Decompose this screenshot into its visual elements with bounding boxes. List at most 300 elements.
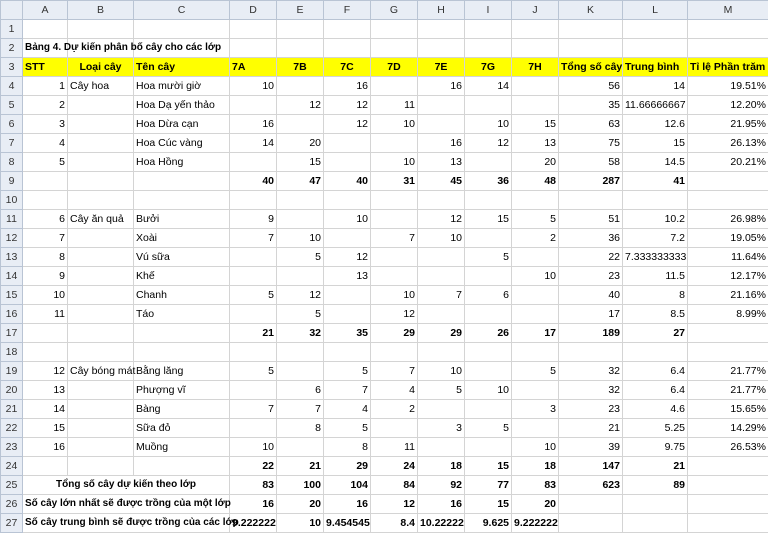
summary-label[interactable]: Số cây lớn nhất sẽ được trồng của một lớp [23, 495, 230, 514]
cell-b[interactable] [68, 248, 134, 267]
cell-e[interactable] [277, 362, 324, 381]
cell-k[interactable] [559, 343, 623, 362]
cell-b[interactable]: Cây bóng mát [68, 362, 134, 381]
header-class-7b[interactable]: 7B [277, 58, 324, 77]
cell-e[interactable]: 21 [277, 457, 324, 476]
cell-i[interactable]: 10 [465, 115, 512, 134]
summary-cell-e[interactable]: 10 [277, 514, 324, 533]
cell-i[interactable]: 36 [465, 172, 512, 191]
cell-j[interactable]: 10 [512, 267, 559, 286]
header-class-7g[interactable]: 7G [465, 58, 512, 77]
cell-g[interactable]: 7 [371, 362, 418, 381]
cell-f[interactable]: 40 [324, 172, 371, 191]
cell-c[interactable] [134, 191, 230, 210]
cell-j[interactable] [512, 77, 559, 96]
cell-d[interactable] [230, 305, 277, 324]
cell-e[interactable]: 5 [277, 305, 324, 324]
cell-g[interactable]: 29 [371, 324, 418, 343]
cell-j[interactable]: 10 [512, 438, 559, 457]
cell-k[interactable]: 39 [559, 438, 623, 457]
cell[interactable] [512, 39, 559, 58]
cell-f[interactable] [324, 153, 371, 172]
cell-h[interactable] [418, 400, 465, 419]
cell-k[interactable] [559, 191, 623, 210]
cell-f[interactable]: 12 [324, 115, 371, 134]
cell-a[interactable]: 8 [23, 248, 68, 267]
cell-f[interactable]: 29 [324, 457, 371, 476]
cell-i[interactable] [465, 191, 512, 210]
cell-c[interactable] [134, 457, 230, 476]
header-class-7c[interactable]: 7C [324, 58, 371, 77]
cell-l[interactable]: 4.6 [623, 400, 688, 419]
cell-j[interactable] [512, 286, 559, 305]
cell-i[interactable]: 6 [465, 286, 512, 305]
cell-i[interactable]: 14 [465, 77, 512, 96]
cell-j[interactable] [512, 305, 559, 324]
cell-k[interactable]: 36 [559, 229, 623, 248]
cell-g[interactable] [371, 210, 418, 229]
cell-m[interactable]: 26.98% [688, 210, 768, 229]
cell[interactable] [623, 20, 688, 39]
row-header[interactable]: 26 [1, 495, 23, 514]
summary-cell-l[interactable] [623, 514, 688, 533]
cell-i[interactable] [465, 343, 512, 362]
cell-l[interactable]: 10.2 [623, 210, 688, 229]
cell[interactable] [559, 39, 623, 58]
cell-i[interactable] [465, 229, 512, 248]
cell-k[interactable]: 189 [559, 324, 623, 343]
cell-i[interactable] [465, 267, 512, 286]
cell-c[interactable]: Vú sữa [134, 248, 230, 267]
cell-i[interactable] [465, 362, 512, 381]
cell-a[interactable]: 3 [23, 115, 68, 134]
cell-e[interactable]: 8 [277, 419, 324, 438]
cell-g[interactable] [371, 134, 418, 153]
row-header[interactable]: 11 [1, 210, 23, 229]
cell-c[interactable] [134, 324, 230, 343]
cell-e[interactable]: 12 [277, 96, 324, 115]
cell-d[interactable] [230, 191, 277, 210]
summary-cell-i[interactable]: 77 [465, 476, 512, 495]
cell-f[interactable]: 16 [324, 77, 371, 96]
cell-l[interactable]: 11.5 [623, 267, 688, 286]
cell-g[interactable]: 10 [371, 115, 418, 134]
cell-e[interactable]: 47 [277, 172, 324, 191]
cell-l[interactable]: 8 [623, 286, 688, 305]
summary-cell-f[interactable]: 104 [324, 476, 371, 495]
cell-h[interactable] [418, 343, 465, 362]
cell-c[interactable]: Bàng [134, 400, 230, 419]
cell-h[interactable] [418, 115, 465, 134]
row-header[interactable]: 19 [1, 362, 23, 381]
header-class-7d[interactable]: 7D [371, 58, 418, 77]
cell-d[interactable] [230, 343, 277, 362]
cell-g[interactable]: 4 [371, 381, 418, 400]
cell-l[interactable] [623, 191, 688, 210]
row-header[interactable]: 10 [1, 191, 23, 210]
cell-c[interactable]: Hoa mười giờ [134, 77, 230, 96]
cell[interactable] [465, 39, 512, 58]
cell-d[interactable]: 22 [230, 457, 277, 476]
summary-cell-k[interactable] [559, 514, 623, 533]
cell-h[interactable]: 12 [418, 210, 465, 229]
cell-c[interactable]: Hoa Dạ yến thảo [134, 96, 230, 115]
cell-m[interactable]: 11.64% [688, 248, 768, 267]
column-header-j[interactable]: J [512, 1, 559, 20]
cell-l[interactable]: 9.75 [623, 438, 688, 457]
cell[interactable] [688, 20, 768, 39]
row-header[interactable]: 22 [1, 419, 23, 438]
cell-b[interactable] [68, 400, 134, 419]
cell-e[interactable] [277, 77, 324, 96]
cell-k[interactable]: 17 [559, 305, 623, 324]
cell[interactable] [418, 39, 465, 58]
cell-a[interactable]: 11 [23, 305, 68, 324]
cell-g[interactable]: 10 [371, 153, 418, 172]
cell-j[interactable]: 18 [512, 457, 559, 476]
cell-b[interactable] [68, 172, 134, 191]
cell-j[interactable]: 5 [512, 210, 559, 229]
cell-b[interactable] [68, 267, 134, 286]
cell-k[interactable]: 75 [559, 134, 623, 153]
cell-f[interactable]: 5 [324, 419, 371, 438]
cell-h[interactable] [418, 248, 465, 267]
cell-m[interactable]: 19.05% [688, 229, 768, 248]
column-header-g[interactable]: G [371, 1, 418, 20]
cell-l[interactable] [623, 343, 688, 362]
cell-e[interactable]: 6 [277, 381, 324, 400]
cell-j[interactable]: 17 [512, 324, 559, 343]
summary-cell-d[interactable]: 83 [230, 476, 277, 495]
cell-a[interactable]: 10 [23, 286, 68, 305]
cell-j[interactable]: 5 [512, 362, 559, 381]
cell-f[interactable] [324, 343, 371, 362]
cell-j[interactable]: 20 [512, 153, 559, 172]
cell-k[interactable]: 21 [559, 419, 623, 438]
row-header[interactable]: 20 [1, 381, 23, 400]
row-header[interactable]: 9 [1, 172, 23, 191]
cell-b[interactable] [68, 457, 134, 476]
cell-j[interactable] [512, 381, 559, 400]
cell-h[interactable]: 29 [418, 324, 465, 343]
cell-g[interactable] [371, 191, 418, 210]
cell-k[interactable]: 147 [559, 457, 623, 476]
cell-c[interactable]: Muồng [134, 438, 230, 457]
cell-m[interactable] [688, 191, 768, 210]
cell-m[interactable] [688, 343, 768, 362]
cell-h[interactable]: 10 [418, 362, 465, 381]
cell-f[interactable]: 13 [324, 267, 371, 286]
cell-c[interactable]: Bưởi [134, 210, 230, 229]
cell-k[interactable]: 56 [559, 77, 623, 96]
cell-h[interactable] [418, 305, 465, 324]
cell-c[interactable]: Táo [134, 305, 230, 324]
cell-e[interactable] [277, 210, 324, 229]
cell-b[interactable] [68, 153, 134, 172]
cell-i[interactable]: 15 [465, 457, 512, 476]
column-header-f[interactable]: F [324, 1, 371, 20]
row-header[interactable]: 3 [1, 58, 23, 77]
cell-a[interactable] [23, 191, 68, 210]
cell-l[interactable]: 6.4 [623, 381, 688, 400]
cell-b[interactable] [68, 305, 134, 324]
cell-e[interactable]: 10 [277, 229, 324, 248]
cell-j[interactable] [512, 343, 559, 362]
cell-l[interactable]: 14.5 [623, 153, 688, 172]
cell[interactable] [324, 39, 371, 58]
cell-j[interactable] [512, 248, 559, 267]
column-header-k[interactable]: K [559, 1, 623, 20]
cell-b[interactable] [68, 324, 134, 343]
cell-m[interactable]: 21.77% [688, 381, 768, 400]
cell-d[interactable] [230, 267, 277, 286]
cell-a[interactable]: 6 [23, 210, 68, 229]
cell-f[interactable] [324, 286, 371, 305]
column-header-e[interactable]: E [277, 1, 324, 20]
row-header[interactable]: 2 [1, 39, 23, 58]
header-ten-cay[interactable]: Tên cây [134, 58, 230, 77]
cell-l[interactable]: 12.6 [623, 115, 688, 134]
cell-b[interactable] [68, 191, 134, 210]
summary-cell-l[interactable] [623, 495, 688, 514]
column-header-m[interactable]: M [688, 1, 768, 20]
cell-d[interactable]: 14 [230, 134, 277, 153]
cell-m[interactable]: 19.51% [688, 77, 768, 96]
summary-cell-f[interactable]: 9.454545 [324, 514, 371, 533]
cell-f[interactable] [324, 134, 371, 153]
summary-cell-f[interactable]: 16 [324, 495, 371, 514]
cell-i[interactable]: 15 [465, 210, 512, 229]
cell-i[interactable]: 26 [465, 324, 512, 343]
cell-m[interactable] [688, 495, 768, 514]
cell[interactable] [418, 20, 465, 39]
cell-k[interactable]: 58 [559, 153, 623, 172]
cell-e[interactable] [277, 343, 324, 362]
cell-d[interactable]: 16 [230, 115, 277, 134]
cell-a[interactable]: 16 [23, 438, 68, 457]
summary-cell-k[interactable] [559, 495, 623, 514]
cell-h[interactable]: 18 [418, 457, 465, 476]
cell-b[interactable] [68, 286, 134, 305]
cell-l[interactable]: 7.2 [623, 229, 688, 248]
cell-d[interactable]: 5 [230, 362, 277, 381]
summary-cell-e[interactable]: 100 [277, 476, 324, 495]
summary-cell-e[interactable]: 20 [277, 495, 324, 514]
cell-a[interactable] [23, 343, 68, 362]
cell-k[interactable]: 32 [559, 381, 623, 400]
cell[interactable] [23, 20, 68, 39]
cell[interactable] [623, 39, 688, 58]
row-header[interactable]: 16 [1, 305, 23, 324]
cell-h[interactable]: 10 [418, 229, 465, 248]
cell[interactable] [230, 39, 277, 58]
row-header[interactable]: 7 [1, 134, 23, 153]
row-header[interactable]: 6 [1, 115, 23, 134]
cell-g[interactable]: 31 [371, 172, 418, 191]
cell-j[interactable]: 2 [512, 229, 559, 248]
cell-j[interactable]: 48 [512, 172, 559, 191]
cell-g[interactable]: 11 [371, 96, 418, 115]
cell-f[interactable] [324, 229, 371, 248]
summary-cell-k[interactable]: 623 [559, 476, 623, 495]
cell-m[interactable]: 12.17% [688, 267, 768, 286]
cell[interactable] [371, 39, 418, 58]
cell-e[interactable] [277, 191, 324, 210]
header-class-7a[interactable]: 7A [230, 58, 277, 77]
cell-k[interactable]: 23 [559, 267, 623, 286]
summary-cell-j[interactable]: 20 [512, 495, 559, 514]
cell-a[interactable]: 4 [23, 134, 68, 153]
header-stt[interactable]: STT [23, 58, 68, 77]
row-header[interactable]: 1 [1, 20, 23, 39]
row-header[interactable]: 12 [1, 229, 23, 248]
cell-e[interactable] [277, 438, 324, 457]
summary-cell-i[interactable]: 15 [465, 495, 512, 514]
cell-e[interactable] [277, 267, 324, 286]
cell-c[interactable]: Bằng lăng [134, 362, 230, 381]
cell-d[interactable]: 21 [230, 324, 277, 343]
cell-i[interactable] [465, 96, 512, 115]
cell[interactable] [230, 20, 277, 39]
cell-j[interactable]: 13 [512, 134, 559, 153]
cell-d[interactable]: 7 [230, 400, 277, 419]
cell-g[interactable] [371, 267, 418, 286]
cell-i[interactable]: 5 [465, 419, 512, 438]
cell-b[interactable] [68, 229, 134, 248]
cell-j[interactable] [512, 96, 559, 115]
cell-m[interactable]: 26.13% [688, 134, 768, 153]
cell-g[interactable] [371, 248, 418, 267]
header-loai-cay[interactable]: Loại cây [68, 58, 134, 77]
cell-l[interactable]: 14 [623, 77, 688, 96]
column-header-d[interactable]: D [230, 1, 277, 20]
column-header-i[interactable]: I [465, 1, 512, 20]
cell-c[interactable]: Hoa Dừa cạn [134, 115, 230, 134]
cell-k[interactable]: 23 [559, 400, 623, 419]
cell-b[interactable]: Cây ăn quả [68, 210, 134, 229]
cell-l[interactable]: 11.66666667 [623, 96, 688, 115]
cell-d[interactable]: 10 [230, 77, 277, 96]
row-header[interactable]: 5 [1, 96, 23, 115]
cell-l[interactable]: 15 [623, 134, 688, 153]
cell-m[interactable]: 8.99% [688, 305, 768, 324]
cell-d[interactable] [230, 419, 277, 438]
cell-h[interactable]: 45 [418, 172, 465, 191]
cell[interactable] [277, 39, 324, 58]
cell-f[interactable] [324, 191, 371, 210]
select-all-corner[interactable] [1, 1, 23, 20]
cell-m[interactable]: 21.95% [688, 115, 768, 134]
cell-b[interactable] [68, 343, 134, 362]
summary-label[interactable]: Số cây trung bình sẽ được trồng của các lớp [23, 514, 230, 533]
cell-j[interactable] [512, 191, 559, 210]
row-header[interactable]: 8 [1, 153, 23, 172]
cell-m[interactable]: 15.65% [688, 400, 768, 419]
cell-k[interactable]: 51 [559, 210, 623, 229]
column-header-c[interactable]: C [134, 1, 230, 20]
cell-c[interactable]: Chanh [134, 286, 230, 305]
cell-g[interactable]: 2 [371, 400, 418, 419]
cell-k[interactable]: 287 [559, 172, 623, 191]
cell-h[interactable]: 16 [418, 134, 465, 153]
cell-h[interactable] [418, 267, 465, 286]
summary-cell-h[interactable]: 92 [418, 476, 465, 495]
summary-cell-j[interactable]: 83 [512, 476, 559, 495]
cell-e[interactable]: 5 [277, 248, 324, 267]
summary-cell-i[interactable]: 9.625 [465, 514, 512, 533]
summary-cell-h[interactable]: 10.22222 [418, 514, 465, 533]
cell-c[interactable]: Xoài [134, 229, 230, 248]
cell-l[interactable]: 5.25 [623, 419, 688, 438]
cell-a[interactable]: 7 [23, 229, 68, 248]
cell-i[interactable] [465, 438, 512, 457]
cell-l[interactable]: 6.4 [623, 362, 688, 381]
row-header[interactable]: 23 [1, 438, 23, 457]
cell-e[interactable] [277, 115, 324, 134]
cell-m[interactable] [688, 324, 768, 343]
cell-f[interactable]: 8 [324, 438, 371, 457]
cell[interactable] [277, 20, 324, 39]
cell-g[interactable]: 11 [371, 438, 418, 457]
cell-a[interactable]: 14 [23, 400, 68, 419]
cell-a[interactable]: 15 [23, 419, 68, 438]
header-class-7e[interactable]: 7E [418, 58, 465, 77]
column-header-a[interactable]: A [23, 1, 68, 20]
cell-m[interactable]: 21.16% [688, 286, 768, 305]
cell-c[interactable]: Khế [134, 267, 230, 286]
cell-g[interactable]: 12 [371, 305, 418, 324]
cell-l[interactable]: 41 [623, 172, 688, 191]
cell[interactable] [465, 20, 512, 39]
cell-m[interactable] [688, 514, 768, 533]
cell-i[interactable] [465, 400, 512, 419]
cell-k[interactable]: 63 [559, 115, 623, 134]
cell-c[interactable]: Phượng vĩ [134, 381, 230, 400]
header-tong-so-cay[interactable]: Tổng số cây [559, 58, 623, 77]
cell-a[interactable] [23, 457, 68, 476]
cell-g[interactable] [371, 419, 418, 438]
header-ti-le[interactable]: Tỉ lệ Phần trăm [688, 58, 768, 77]
cell[interactable] [559, 20, 623, 39]
cell[interactable] [512, 20, 559, 39]
cell-e[interactable]: 32 [277, 324, 324, 343]
cell-a[interactable]: 5 [23, 153, 68, 172]
cell-m[interactable]: 20.21% [688, 153, 768, 172]
summary-cell-d[interactable]: 9.222222 [230, 514, 277, 533]
cell-h[interactable] [418, 438, 465, 457]
cell-m[interactable]: 14.29% [688, 419, 768, 438]
column-header-l[interactable]: L [623, 1, 688, 20]
cell-l[interactable]: 27 [623, 324, 688, 343]
cell-i[interactable]: 10 [465, 381, 512, 400]
cell-g[interactable]: 10 [371, 286, 418, 305]
header-class-7h[interactable]: 7H [512, 58, 559, 77]
header-trung-binh[interactable]: Trung bình [623, 58, 688, 77]
cell-d[interactable] [230, 96, 277, 115]
cell-e[interactable]: 20 [277, 134, 324, 153]
cell-a[interactable]: 13 [23, 381, 68, 400]
cell-b[interactable] [68, 96, 134, 115]
cell-j[interactable]: 15 [512, 115, 559, 134]
table-title-cell[interactable]: Bảng 4. Dự kiến phân bố cây cho các lớp [23, 39, 68, 58]
cell-d[interactable] [230, 381, 277, 400]
summary-cell-h[interactable]: 16 [418, 495, 465, 514]
cell-m[interactable] [688, 457, 768, 476]
cell[interactable] [68, 20, 134, 39]
summary-label[interactable]: Tổng số cây dự kiến theo lớp [23, 476, 230, 495]
cell-k[interactable]: 32 [559, 362, 623, 381]
cell-h[interactable] [418, 191, 465, 210]
